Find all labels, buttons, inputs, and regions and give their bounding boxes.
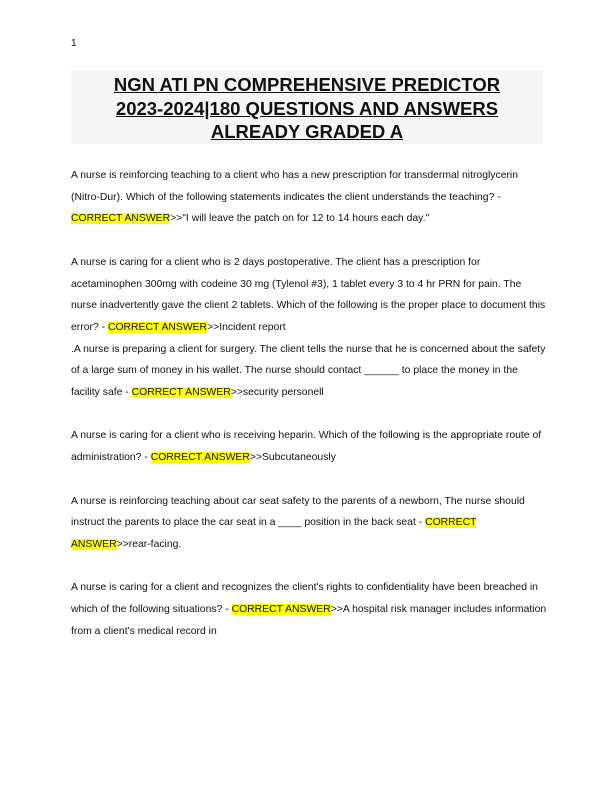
correct-answer-label: CORRECT ANSWER — [131, 387, 231, 399]
answer-text: >>Subcutaneously — [249, 452, 336, 464]
answer-text: >>security personell — [230, 387, 324, 399]
correct-answer-label: CORRECT ANSWER — [71, 517, 477, 550]
page-number: 1 — [71, 38, 77, 49]
question-text: A nurse is reinforcing teaching to a client who has a new prescription for transdermal nitroglycerin (Nitro-Dur). Which of the following statements indicates the client understands the teaching? - — [71, 170, 519, 203]
answer-text: >>"I will leave the patch on for 12 to 14 hours each day." — [170, 213, 430, 225]
qa-item — [71, 577, 547, 642]
title-line: 2023-2024|180 QUESTIONS AND ANSWERS — [115, 97, 499, 119]
qa-item — [71, 491, 547, 556]
question-text: A nurse is caring for a client who is 2 days postoperative. The client has a prescription for acetaminophen 300mg with codeine 30 mg (Tylenol #3), 1 tablet every 3 to 4 hr PRN for pain. The nurse inadvertently gave the client 2 tablets. Which of the following is the proper place to document this error? - — [71, 256, 546, 333]
qa-item — [71, 425, 547, 468]
question-text: A nurse is caring for a client who is receiving heparin. Which of the following is the appropriate route of administration? - — [71, 430, 542, 464]
answer-text: >>A hospital risk manager includes information from a client's medical record in — [71, 604, 547, 637]
answer-text: >>rear-facing. — [116, 538, 182, 550]
document-title — [71, 70, 543, 144]
correct-answer-label: CORRECT ANSWER — [107, 321, 208, 333]
correct-answer-label: CORRECT ANSWER — [150, 452, 250, 464]
question-text: A nurse is caring for a client and recognizes the client's rights to confidentiality have been breached in which of the following situations? - — [71, 582, 538, 615]
qa-list — [71, 165, 547, 642]
title-line: NGN ATI PN COMPREHENSIVE PREDICTOR — [113, 74, 501, 95]
correct-answer-label: CORRECT ANSWER — [71, 213, 171, 225]
qa-item — [71, 165, 547, 230]
qa-item — [71, 252, 547, 339]
question-text: .A nurse is preparing a client for surgery. The client tells the nurse that he is concerned about the safety of a large sum of money in his wallet. The nurse should contact ______ to place the money in the facility safe - — [71, 343, 546, 399]
correct-answer-label: CORRECT ANSWER — [231, 604, 331, 615]
qa-item — [71, 339, 547, 404]
answer-text: >>Incident report — [207, 321, 286, 333]
title-line: ALREADY GRADED A — [210, 121, 404, 142]
title-box — [71, 70, 543, 144]
question-text: A nurse is reinforcing teaching about car seat safety to the parents of a newborn, The nurse should instruct the parents to place the car seat in a ____ position in the back seat - — [71, 495, 525, 529]
